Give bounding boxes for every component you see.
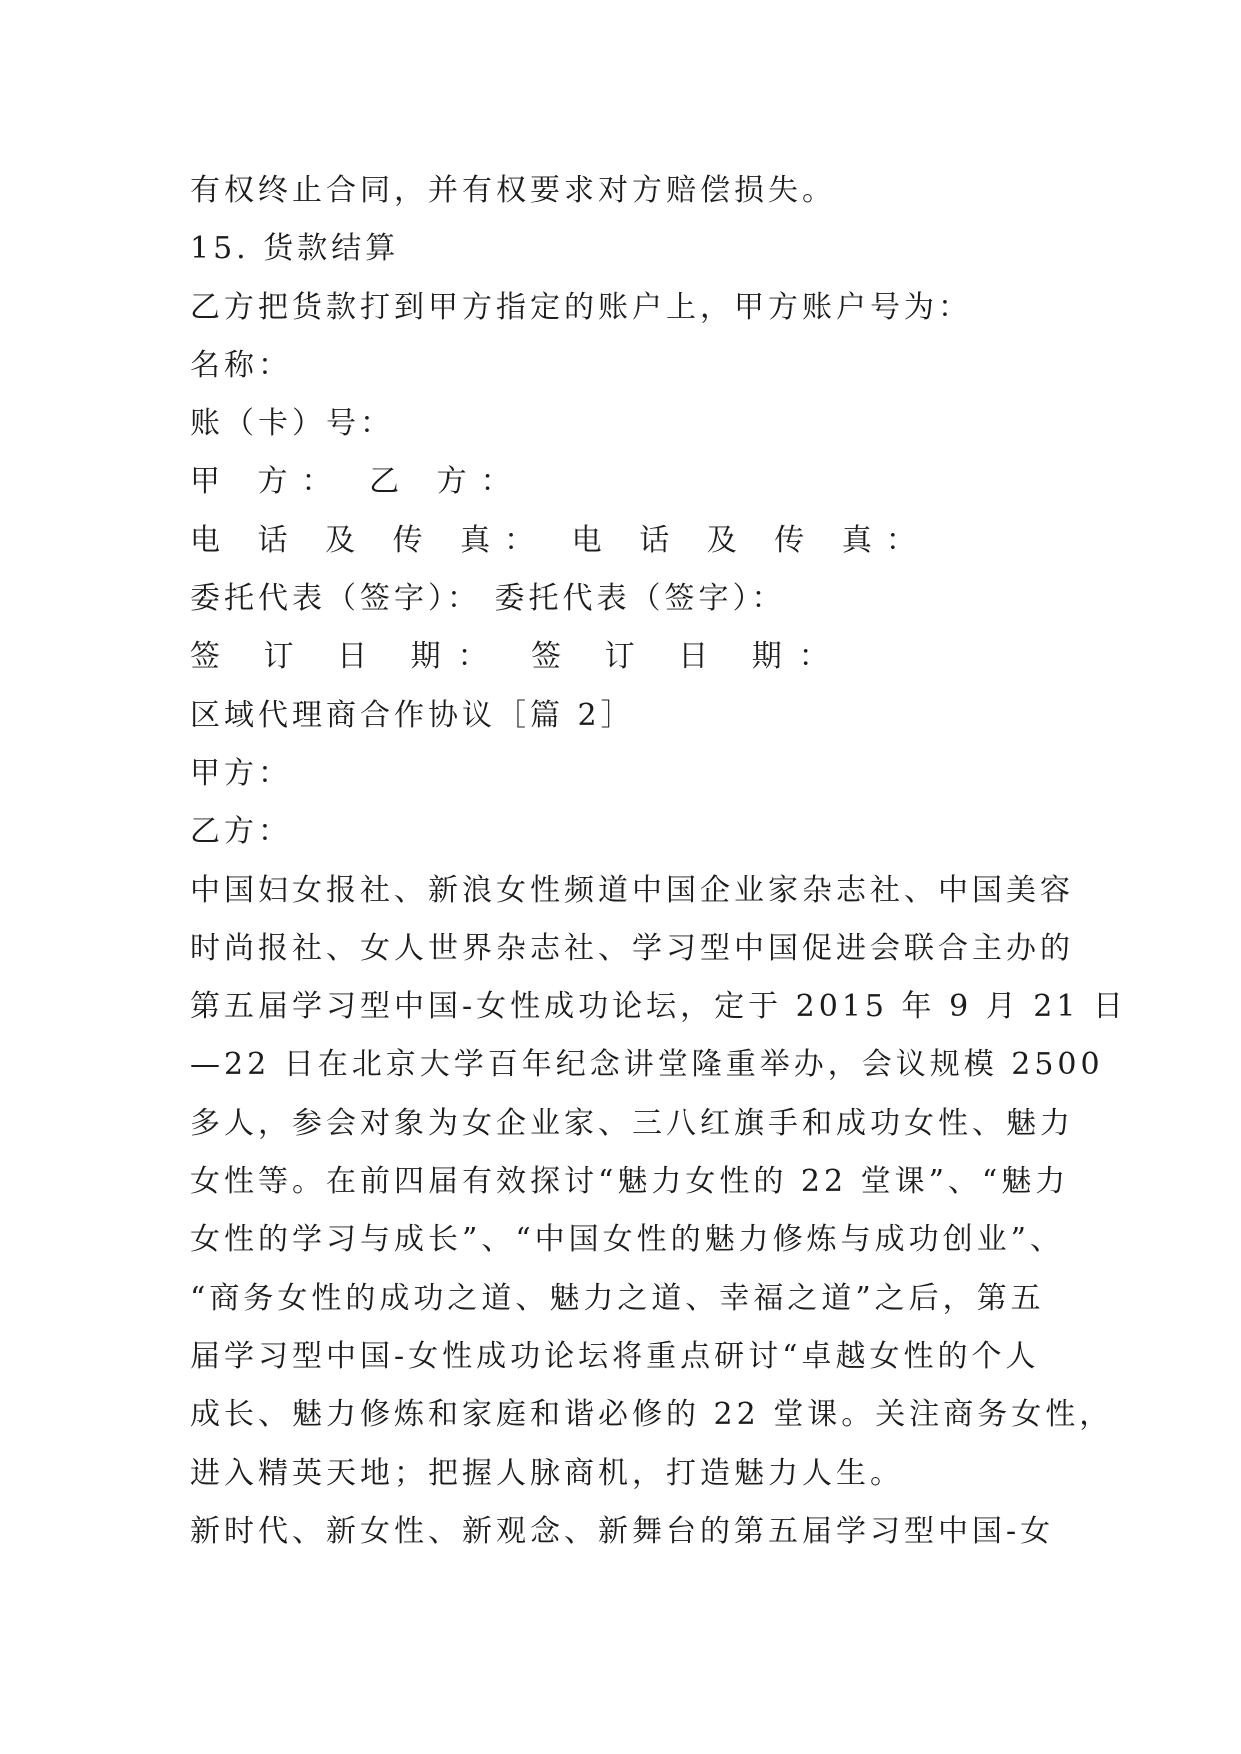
body-paragraph-line: 多人，参会对象为女企业家、三八红旗手和成功女性、魅力 [190, 1105, 1074, 1141]
body-paragraph-line: “商务女性的成功之道、魅力之道、幸福之道”之后，第五 [190, 1280, 1045, 1316]
account-number-field-label: 账（卡）号： [190, 406, 394, 442]
body-paragraph-line: 第五届学习型中国-女性成功论坛，定于 2015 年 9 月 21 日 [190, 989, 1127, 1025]
signing-date-labels: 签 订 日 期： 签 订 日 期： [190, 639, 846, 675]
body-paragraph-line: 进入精英天地；把握人脉商机，打造魅力人生。 [190, 1455, 904, 1491]
body-paragraph-line: 届学习型中国-女性成功论坛将重点研讨“卓越女性的个人 [190, 1338, 1040, 1374]
body-paragraph-line: 女性的学习与成长”、“中国女性的魅力修炼与成功创业”、 [190, 1222, 1065, 1258]
body-paragraph-line: —22 日在北京大学百年纪念讲堂隆重举办，会议规模 2500 [190, 1047, 1104, 1083]
body-paragraph-line: 成长、魅力修炼和家庭和谐必修的 22 堂课。关注商务女性， [190, 1397, 1114, 1433]
phone-fax-labels: 电 话 及 传 真： 电 话 及 传 真： [190, 522, 930, 558]
body-paragraph-line: 时尚报社、女人世界杂志社、学习型中国促进会联合主办的 [190, 930, 1074, 966]
party-b-label: 乙方： [190, 814, 292, 850]
account-name-field-label: 名称： [190, 347, 292, 383]
text-line: 有权终止合同，并有权要求对方赔偿损失。 [190, 173, 836, 208]
body-paragraph-line: 女性等。在前四届有效探讨“魅力女性的 22 堂课”、“魅力 [190, 1164, 1070, 1200]
body-paragraph-line: 中国妇女报社、新浪女性频道中国企业家杂志社、中国美容 [190, 872, 1074, 908]
section-heading: 15. 货款结算 [190, 231, 400, 267]
document-body [190, 162, 1127, 1561]
agreement-title: 区域代理商合作协议［篇 2］ [190, 697, 635, 733]
party-a-label: 甲方： [190, 755, 292, 791]
signature-labels: 委托代表（签字）： 委托代表（签字）： [190, 581, 786, 617]
party-labels: 甲 方： 乙 方： [190, 464, 525, 500]
text-line: 乙方把货款打到甲方指定的账户上，甲方账户号为： [190, 289, 972, 325]
body-paragraph-line: 新时代、新女性、新观念、新舞台的第五届学习型中国-女 [190, 1513, 1055, 1549]
